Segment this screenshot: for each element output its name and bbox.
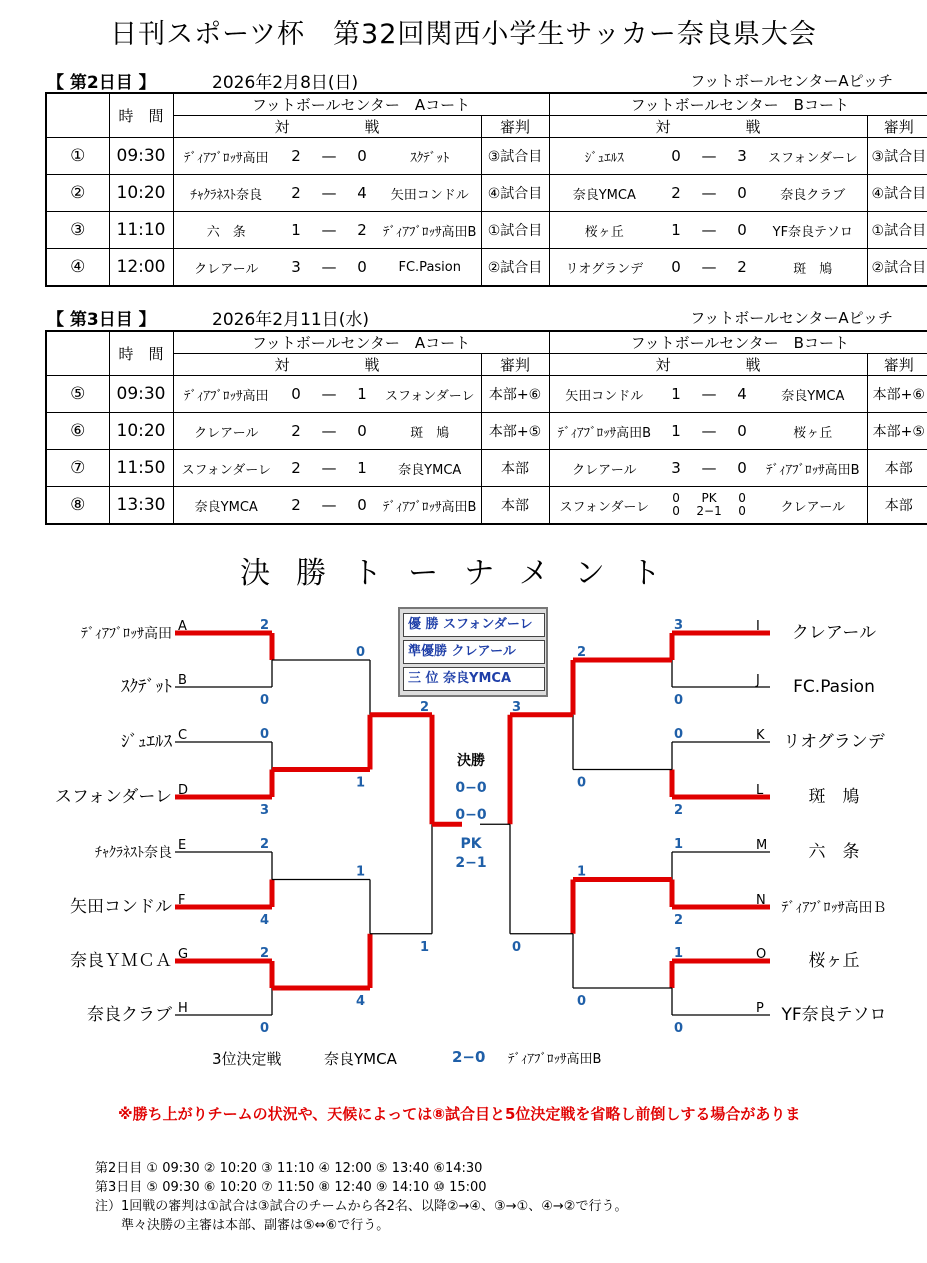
note-line-3: 注）1回戦の審判は①試合は③試合のチームから各2名、以降②→④、③→①、④→②で行う。 [95, 1199, 628, 1214]
third-label: 三 位 奈良YMCA [403, 667, 545, 691]
court-b-home-score: 2 [659, 175, 693, 212]
court-b-home-team: リオグランデ [549, 249, 659, 287]
third-place-label: 3位決定戦 [212, 1050, 282, 1068]
right-team-name: 斑 鳩 [808, 787, 860, 807]
court-b-referee: ③試合目 [867, 138, 927, 175]
court-b-home-team: ﾃﾞｨｱﾌﾞﾛｯｻ高田B [549, 413, 659, 450]
court-a-home-team: クレアール [173, 413, 279, 450]
court-a-dash: — [313, 487, 345, 525]
left-sf-score: 2 [420, 699, 430, 715]
court-a-referee: ①試合目 [481, 212, 549, 249]
third-place-score: 2−0 [452, 1048, 486, 1066]
day3-date: 2026年2月11日(水) [212, 310, 369, 330]
right-team-name: ﾃﾞｨｱﾌﾞﾛｯｻ高田Ｂ [781, 900, 887, 916]
court-a-dash: — [313, 138, 345, 175]
court-b-away-team: クレアール [759, 487, 867, 525]
left-r2-score: 1 [356, 864, 366, 880]
court-a-away-team: ﾃﾞｨｱﾌﾞﾛｯｻ高田B [379, 212, 481, 249]
left-r1-score: 0 [260, 727, 270, 742]
court-b-home-team: 奈良YMCA [549, 175, 659, 212]
left-team-letter: F [178, 893, 186, 908]
note-line-2: 第3日目 ⑤ 09:30 ⑥ 10:20 ⑦ 11:50 ⑧ 12:40 ⑨ 14:10 ⑩ 15:00 [95, 1180, 487, 1195]
court-a-home-team: クレアール [173, 249, 279, 287]
right-team-letter: I [756, 619, 760, 634]
court-b-header: フットボールセンター Bコート [549, 331, 927, 354]
left-r1-score: 0 [260, 1021, 270, 1036]
day2-label: 【 第2日目 】 [47, 73, 156, 93]
left-r2-score: 4 [356, 994, 366, 1009]
court-b-home-score: 1 [659, 413, 693, 450]
match-number: ⑤ [46, 376, 109, 413]
right-r1-score: 0 [674, 727, 684, 742]
court-a-away-score: 1 [345, 376, 379, 413]
court-b-away-team: スフォンダーレ [759, 138, 867, 175]
court-b-dash: — [693, 175, 725, 212]
court-a-home-score: 2 [279, 413, 313, 450]
court-b-away-score: 0 [725, 175, 759, 212]
court-a-home-team: ﾃﾞｨｱﾌﾞﾛｯｻ高田 [173, 376, 279, 413]
court-b-dash: — [693, 249, 725, 287]
match-time: 12:00 [109, 249, 173, 287]
final-pk-label: PK [460, 836, 482, 852]
match-number: ⑥ [46, 413, 109, 450]
court-b-away-team: 奈良クラブ [759, 175, 867, 212]
ref-header-b: 審判 [867, 116, 927, 138]
right-team-name: クレアール [791, 623, 877, 643]
court-b-dash: — [693, 138, 725, 175]
right-team-letter: J [756, 673, 760, 688]
match-row [46, 376, 927, 413]
court-b-referee: 本部+⑤ [867, 413, 927, 450]
court-a-referee: 本部 [481, 487, 549, 525]
court-a-referee: ②試合目 [481, 249, 549, 287]
court-b-away-score: 2 [725, 249, 759, 287]
right-r1-score: 1 [674, 837, 684, 852]
right-team-name: FC.Pasion [793, 677, 875, 697]
left-team-letter: C [178, 728, 188, 743]
court-b-away-team: 桜ヶ丘 [759, 413, 867, 450]
court-b-header: フットボールセンター Bコート [549, 93, 927, 116]
final-pk-score: 2−1 [455, 855, 487, 871]
ref-header-a: 審判 [481, 354, 549, 376]
match-row [46, 413, 927, 450]
court-a-home-score: 2 [279, 487, 313, 525]
court-a-home-team: ﾁｬｸﾗﾈｽﾄ奈良 [173, 175, 279, 212]
match-row [46, 212, 927, 249]
court-a-dash: — [313, 413, 345, 450]
third-place-away: ﾃﾞｨｱﾌﾞﾛｯｻ高田B [508, 1052, 602, 1067]
court-b-referee: 本部 [867, 487, 927, 525]
right-sf-score: 0 [512, 939, 522, 955]
court-a-away-team: 奈良YMCA [379, 450, 481, 487]
court-b-dash: — [693, 413, 725, 450]
right-r1-score: 1 [674, 946, 684, 961]
note-line-4: 準々決勝の主審は本部、副審は⑤⇔⑥で行う。 [121, 1218, 390, 1233]
match-row [46, 249, 927, 287]
match-time: 13:30 [109, 487, 173, 525]
court-a-away-score: 0 [345, 249, 379, 287]
court-a-referee: ③試合目 [481, 138, 549, 175]
right-r1-score: 0 [674, 693, 684, 708]
runner-up-label: 準優勝 クレアール [403, 640, 545, 664]
court-b-home-team: 矢田コンドル [549, 376, 659, 413]
court-a-referee: 本部+⑤ [481, 413, 549, 450]
left-sf-score: 1 [420, 939, 430, 955]
right-team-name: リオグランデ [783, 732, 885, 752]
left-team-name: スフォンダーレ [54, 787, 172, 807]
match-number: ① [46, 138, 109, 175]
court-b-away-score: 0 [725, 413, 759, 450]
court-b-home-score: 3 [659, 450, 693, 487]
left-team-name: ｽｸﾃﾞｯﾄ [121, 677, 172, 697]
court-b-home-team: スフォンダーレ [549, 487, 659, 525]
left-team-letter: B [178, 673, 187, 688]
court-b-dash: — [693, 212, 725, 249]
left-r2-score: 0 [356, 645, 366, 660]
court-b-referee: ②試合目 [867, 249, 927, 287]
court-a-dash: — [313, 212, 345, 249]
red-note: ※勝ち上がりチームの状況や、天候によっては⑧試合目と5位決定戦を省略し前倒しする場合がありま [118, 1105, 801, 1123]
left-r1-score: 2 [260, 837, 270, 852]
court-a-away-team: 矢田コンドル [379, 175, 481, 212]
court-b-home-team: 桜ヶ丘 [549, 212, 659, 249]
final-score-2: 0−0 [455, 807, 487, 823]
left-r2-score: 1 [356, 775, 366, 791]
left-team-name: ｼﾞｭｴﾙｽ [121, 732, 172, 752]
time-header: 時 間 [109, 331, 173, 376]
court-a-header: フットボールセンター Aコート [173, 93, 549, 116]
court-b-home-score: 1 [659, 212, 693, 249]
corner-cell [46, 331, 109, 376]
court-a-referee: ④試合目 [481, 175, 549, 212]
court-a-away-team: ﾃﾞｨｱﾌﾞﾛｯｻ高田B [379, 487, 481, 525]
right-team-letter: N [756, 893, 766, 908]
court-a-home-score: 2 [279, 138, 313, 175]
court-a-home-team: 奈良YMCA [173, 487, 279, 525]
day2-date: 2026年2月8日(日) [212, 73, 359, 93]
court-b-home-score: 0 0 [659, 487, 693, 525]
court-a-away-team: 斑 鳩 [379, 413, 481, 450]
match-time: 09:30 [109, 376, 173, 413]
left-team-name: 奈良ＹＭＣＡ [70, 951, 172, 971]
court-b-pk: PK 2−1 [693, 487, 725, 525]
court-a-home-score: 2 [279, 450, 313, 487]
right-team-letter: O [756, 947, 767, 962]
corner-cell [46, 93, 109, 138]
court-b-away-score: 0 [725, 212, 759, 249]
tournament-bracket [0, 600, 927, 1040]
right-r1-score: 2 [674, 913, 684, 928]
final-score-1: 0−0 [455, 780, 487, 796]
final-label: 決勝 [457, 753, 485, 769]
court-b-referee: ①試合目 [867, 212, 927, 249]
left-team-letter: E [178, 838, 187, 853]
court-b-away-team: 斑 鳩 [759, 249, 867, 287]
right-team-name: 桜ヶ丘 [808, 951, 860, 971]
right-team-letter: M [756, 838, 768, 853]
match-time: 09:30 [109, 138, 173, 175]
ref-header-a: 審判 [481, 116, 549, 138]
court-a-referee: 本部 [481, 450, 549, 487]
right-r1-score: 0 [674, 1021, 684, 1036]
match-time: 10:20 [109, 175, 173, 212]
match-time: 11:10 [109, 212, 173, 249]
match-number: ③ [46, 212, 109, 249]
court-a-home-score: 1 [279, 212, 313, 249]
court-a-referee: 本部+⑥ [481, 376, 549, 413]
match-time: 10:20 [109, 413, 173, 450]
court-b-away-team: YF奈良テソロ [759, 212, 867, 249]
left-r1-score: 2 [260, 946, 270, 961]
court-a-away-score: 0 [345, 138, 379, 175]
court-b-dash: — [693, 450, 725, 487]
left-r1-score: 4 [260, 913, 270, 928]
day3-schedule-table [45, 330, 927, 525]
court-a-header: フットボールセンター Aコート [173, 331, 549, 354]
right-team-letter: K [756, 728, 765, 743]
match-row [46, 175, 927, 212]
right-r2-score: 0 [577, 994, 587, 1009]
court-a-dash: — [313, 376, 345, 413]
day3-label: 【 第3日目 】 [47, 310, 156, 330]
left-r1-score: 2 [260, 618, 270, 633]
court-b-home-score: 0 [659, 249, 693, 287]
court-a-home-team: スフォンダーレ [173, 450, 279, 487]
court-a-dash: — [313, 450, 345, 487]
right-team-letter: P [756, 1001, 764, 1016]
court-b-away-team: 奈良YMCA [759, 376, 867, 413]
court-b-referee: ④試合目 [867, 175, 927, 212]
time-header: 時 間 [109, 93, 173, 138]
match-time: 11:50 [109, 450, 173, 487]
right-team-letter: L [756, 783, 764, 798]
court-b-dash: — [693, 376, 725, 413]
note-line-1: 第2日目 ① 09:30 ② 10:20 ③ 11:10 ④ 12:00 ⑤ 13:40 ⑥14:30 [95, 1161, 483, 1176]
third-place-home: 奈良YMCA [324, 1050, 397, 1068]
court-b-away-score: 0 0 [725, 487, 759, 525]
court-a-home-team: 六 条 [173, 212, 279, 249]
court-a-away-team: FC.Pasion [379, 249, 481, 287]
left-team-name: ﾃﾞｨｱﾌﾞﾛｯｻ高田 [81, 626, 172, 642]
court-a-away-team: スフォンダーレ [379, 376, 481, 413]
court-a-dash: — [313, 175, 345, 212]
match-header-a: 対 戦 [173, 354, 481, 376]
match-number: ② [46, 175, 109, 212]
left-team-name: 矢田コンドル [70, 897, 172, 917]
match-row [46, 450, 927, 487]
court-a-home-score: 0 [279, 376, 313, 413]
winner-label: 優 勝 スフォンダーレ [403, 613, 545, 637]
court-b-away-score: 0 [725, 450, 759, 487]
match-row [46, 138, 927, 175]
court-b-away-team: ﾃﾞｨｱﾌﾞﾛｯｻ高田B [759, 450, 867, 487]
left-team-name: ﾁｬｸﾗﾈｽﾄ奈良 [95, 845, 172, 861]
match-header-a: 対 戦 [173, 116, 481, 138]
court-a-home-score: 3 [279, 249, 313, 287]
court-b-home-score: 0 [659, 138, 693, 175]
left-team-letter: A [178, 619, 187, 634]
left-r1-score: 3 [260, 803, 270, 818]
left-team-letter: D [178, 783, 189, 798]
day3-pitch: フットボールセンターAピッチ [690, 309, 893, 327]
left-r1-score: 0 [260, 693, 270, 708]
ref-header-b: 審判 [867, 354, 927, 376]
page-title: 日刊スポーツ杯 第32回関西小学生サッカー奈良県大会 [110, 19, 817, 50]
match-number: ④ [46, 249, 109, 287]
match-number: ⑧ [46, 487, 109, 525]
court-a-away-score: 2 [345, 212, 379, 249]
court-a-away-score: 1 [345, 450, 379, 487]
left-team-letter: H [178, 1001, 188, 1016]
right-team-name: 六 条 [808, 842, 860, 862]
right-r2-score: 0 [577, 775, 587, 791]
day2-pitch: フットボールセンターAピッチ [690, 72, 893, 90]
right-r1-score: 3 [674, 618, 684, 633]
right-r2-score: 1 [577, 864, 587, 880]
court-a-away-score: 0 [345, 413, 379, 450]
court-b-away-score: 4 [725, 376, 759, 413]
court-b-away-score: 3 [725, 138, 759, 175]
right-r2-score: 2 [577, 645, 587, 660]
match-number: ⑦ [46, 450, 109, 487]
court-b-home-team: ｼﾞｭｴﾙｽ [549, 138, 659, 175]
court-b-home-score: 1 [659, 376, 693, 413]
right-team-name: YF奈良テソロ [781, 1005, 887, 1025]
court-a-home-score: 2 [279, 175, 313, 212]
court-b-referee: 本部 [867, 450, 927, 487]
court-b-home-team: クレアール [549, 450, 659, 487]
day2-schedule-table [45, 92, 927, 287]
left-team-letter: G [178, 947, 189, 962]
court-a-away-score: 0 [345, 487, 379, 525]
right-sf-score: 3 [512, 699, 522, 715]
court-b-referee: 本部+⑥ [867, 376, 927, 413]
match-row [46, 487, 927, 525]
match-header-b: 対 戦 [549, 354, 867, 376]
court-a-dash: — [313, 249, 345, 287]
tournament-title: 決勝トーナメント [240, 556, 687, 591]
court-a-home-team: ﾃﾞｨｱﾌﾞﾛｯｻ高田 [173, 138, 279, 175]
court-a-away-team: ｽｸﾃﾞｯﾄ [379, 138, 481, 175]
right-r1-score: 2 [674, 803, 684, 818]
court-a-away-score: 4 [345, 175, 379, 212]
left-team-name: 奈良クラブ [87, 1005, 172, 1025]
match-header-b: 対 戦 [549, 116, 867, 138]
